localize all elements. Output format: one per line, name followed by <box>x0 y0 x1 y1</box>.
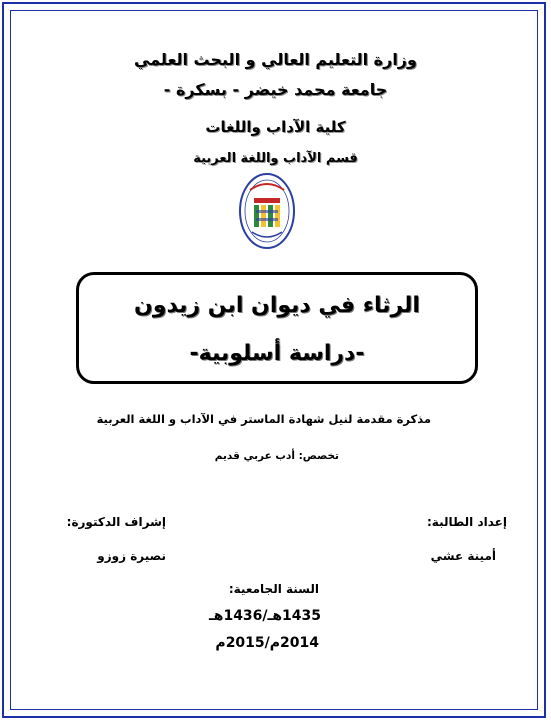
university-emblem-icon <box>238 172 296 250</box>
thesis-title: الرثاء في ديوان ابن زيدون <box>134 293 420 318</box>
department-heading: قسم الآداب واللغة العربية <box>193 151 358 166</box>
student-label: إعداد الطالبة: <box>427 515 507 529</box>
title-box <box>76 272 478 384</box>
specialization: تخصص: أدب عربي قديم <box>214 450 339 462</box>
student-name: أمينة عشي <box>430 549 496 563</box>
faculty-heading: كلية الآداب واللغات <box>205 118 346 136</box>
supervisor-name: نصيرة زوزو <box>97 549 166 563</box>
academic-year-gregorian: 2014م/2015م <box>215 635 319 651</box>
supervisor-label: إشراف الدكتورة: <box>66 515 166 529</box>
university-heading: جامعة محمد خيضر - بسكرة - <box>163 80 388 99</box>
ministry-heading: وزارة التعليم العالي و البحث العلمي <box>134 50 417 69</box>
academic-year-hijri: 1435هـ/1436هـ <box>208 608 321 624</box>
memo-description: مذكرة مقدمة لنيل شهادة الماستر في الآداب و اللغة العربية <box>96 412 431 426</box>
academic-year-label: السنة الجامعية: <box>228 582 319 596</box>
thesis-subtitle: -دراسة أسلوبية- <box>189 341 365 366</box>
